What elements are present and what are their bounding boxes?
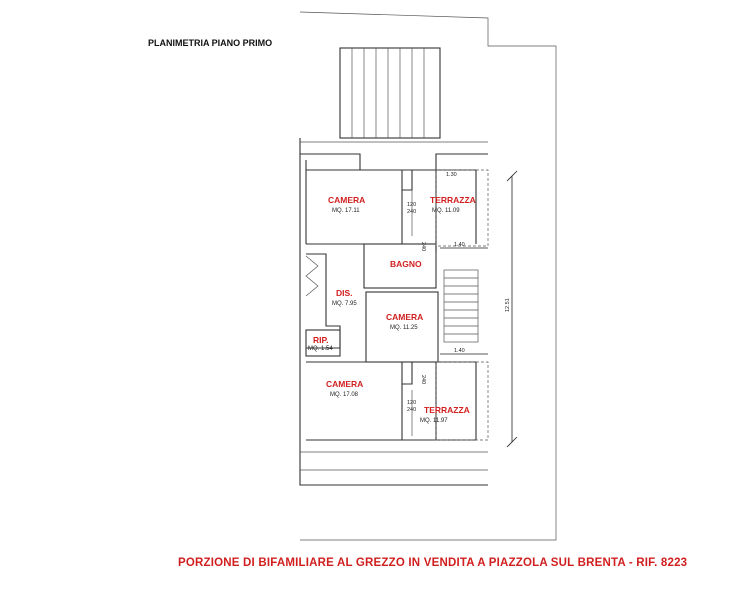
lot-boundary <box>300 12 556 540</box>
room-camera-bottom-name: CAMERA <box>326 379 364 389</box>
room-camera-mid-area: MQ. 11.25 <box>390 325 418 331</box>
dim-window-top: 120 <box>407 202 417 208</box>
dim-top-small: 1.30 <box>446 172 457 178</box>
dim-door-top: 240 <box>420 242 426 252</box>
room-terrazza-top-name: TERRAZZA <box>430 195 476 205</box>
dim-door-bottom: 240 <box>420 375 426 385</box>
room-terrazza-bottom-name: TERRAZZA <box>424 405 470 415</box>
dim-overall-label: 12.51 <box>505 298 511 312</box>
room-terrazza-bottom-area: MQ. 11.97 <box>420 418 448 424</box>
room-camera-bottom-area: MQ. 17.08 <box>330 392 359 398</box>
pergola <box>300 48 488 170</box>
dim-side-1: 1.40 <box>454 242 465 248</box>
room-camera-top-area: MQ. 17.11 <box>332 208 360 214</box>
dim-side-2: 1.40 <box>454 348 465 354</box>
side-dimensions <box>440 248 488 354</box>
room-rip-name: RIP. <box>313 335 329 345</box>
dim-window-top-h: 240 <box>407 209 417 215</box>
dim-window-bottom-h: 240 <box>407 407 417 413</box>
plan-title: PLANIMETRIA PIANO PRIMO <box>148 38 273 48</box>
room-dis-area: MQ. 7.95 <box>332 301 357 307</box>
room-bagno-name: BAGNO <box>390 259 422 269</box>
dim-window-bottom: 120 <box>407 400 417 406</box>
internal-stair <box>306 256 318 296</box>
room-rip-area: MQ. 1.54 <box>308 346 333 352</box>
room-terrazza-top-area: MQ. 11.09 <box>432 208 460 214</box>
listing-caption: PORZIONE DI BIFAMILIARE AL GREZZO IN VENDITA A PIAZZOLA SUL BRENTA - RIF. 8223 <box>178 557 688 569</box>
room-camera-top-name: CAMERA <box>328 195 366 205</box>
external-stair <box>444 270 478 342</box>
room-dis-name: DIS. <box>336 288 353 298</box>
room-camera-mid-name: CAMERA <box>386 312 424 322</box>
